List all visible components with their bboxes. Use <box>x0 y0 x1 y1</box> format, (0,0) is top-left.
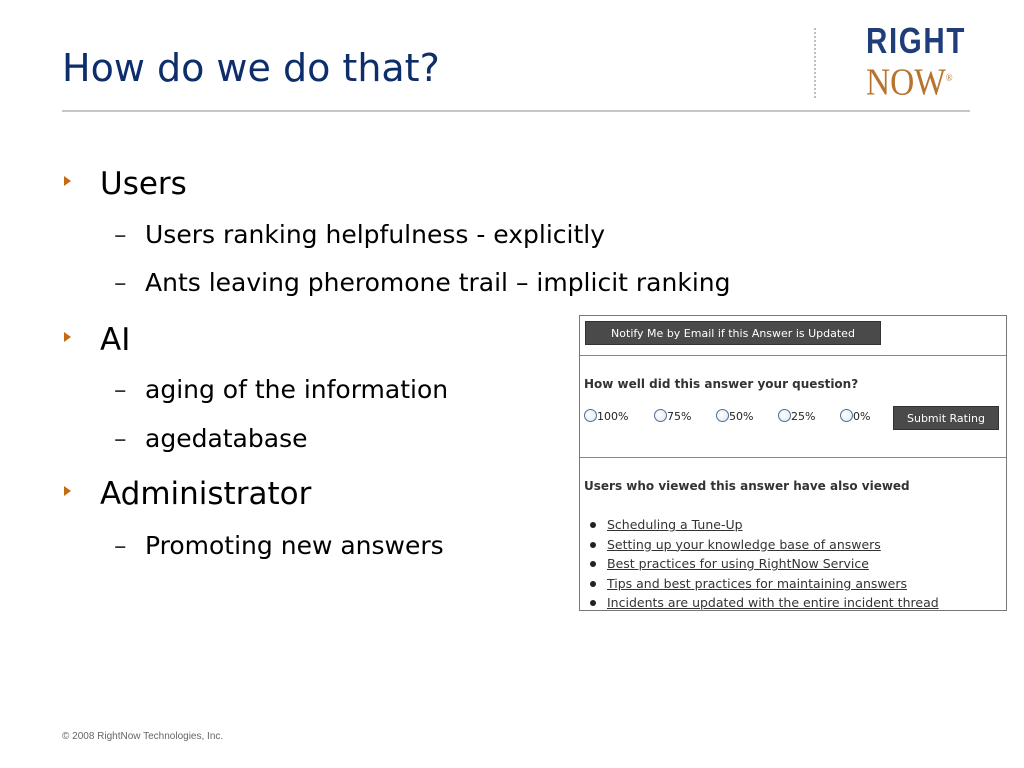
dash-marker: – <box>114 424 127 453</box>
bullet-arrow-icon <box>64 486 71 496</box>
rating-option-label: 75% <box>667 410 692 423</box>
title-divider <box>62 110 970 112</box>
related-answers-heading: Users who viewed this answer have also viewed <box>584 479 910 493</box>
rating-option-label: 50% <box>729 410 754 423</box>
sub-bullet-label: agedatabase <box>145 424 308 453</box>
radio-icon[interactable] <box>584 409 597 422</box>
bullet-label: Users <box>100 166 187 202</box>
bullet-label: AI <box>100 322 131 358</box>
rating-option-50[interactable] <box>716 406 753 428</box>
rightnow-logo <box>866 22 976 102</box>
dash-marker: – <box>114 268 127 297</box>
rating-option-0[interactable] <box>840 406 870 428</box>
logo-registered-mark: ® <box>945 73 953 84</box>
sub-bullet-label: aging of the information <box>145 375 449 404</box>
radio-icon[interactable] <box>654 409 667 422</box>
logo-line-right: RIGHT <box>866 20 967 61</box>
related-answer-link[interactable]: Best practices for using RightNow Service <box>607 556 869 571</box>
slide-title: How do we do that? <box>62 46 440 90</box>
bullet-label: Administrator <box>100 476 312 512</box>
notify-by-email-button[interactable]: Notify Me by Email if this Answer is Updated <box>585 321 881 345</box>
bullet-dot-icon <box>590 600 596 606</box>
submit-rating-button[interactable]: Submit Rating <box>893 406 999 430</box>
dash-marker: – <box>114 375 127 404</box>
bullet-dot-icon <box>590 561 596 567</box>
radio-icon[interactable] <box>778 409 791 422</box>
sub-bullet-label: Promoting new answers <box>145 531 444 560</box>
related-answer-link[interactable]: Incidents are updated with the entire incident thread <box>607 595 939 610</box>
bullet-dot-icon <box>590 522 596 528</box>
related-answer-link[interactable]: Tips and best practices for maintaining answers <box>607 575 907 591</box>
answer-feedback-panel <box>579 315 1007 611</box>
sub-bullet-label: Users ranking helpfulness - explicitly <box>145 220 606 249</box>
rating-option-label: 100% <box>597 410 629 423</box>
bullet-dot-icon <box>590 581 596 587</box>
logo-now-text: NOW <box>866 61 946 104</box>
rating-option-label: 25% <box>791 410 816 423</box>
bullet-arrow-icon <box>64 176 71 186</box>
rating-question: How well did this answer your question? <box>584 377 859 391</box>
dash-marker: – <box>114 531 127 560</box>
related-answer-link[interactable]: Setting up your knowledge base of answers <box>607 536 881 552</box>
bullet-dot-icon <box>590 542 596 548</box>
rating-option-75[interactable] <box>654 406 691 428</box>
dash-marker: – <box>114 220 127 249</box>
sub-bullet-label: Ants leaving pheromone trail – implicit ranking <box>145 268 731 297</box>
related-answer-link[interactable]: Scheduling a Tune-Up <box>607 517 743 532</box>
bullet-arrow-icon <box>64 332 71 342</box>
copyright-footer: © 2008 RightNow Technologies, Inc. <box>62 731 224 742</box>
rating-option-25[interactable] <box>778 406 815 428</box>
rating-option-label: 0% <box>853 410 871 423</box>
rating-option-100[interactable] <box>584 406 628 428</box>
logo-divider <box>814 28 816 98</box>
panel-divider <box>580 355 1006 356</box>
radio-icon[interactable] <box>840 409 853 422</box>
logo-line-now <box>866 60 963 102</box>
radio-icon[interactable] <box>716 409 729 422</box>
panel-divider <box>580 457 1006 458</box>
